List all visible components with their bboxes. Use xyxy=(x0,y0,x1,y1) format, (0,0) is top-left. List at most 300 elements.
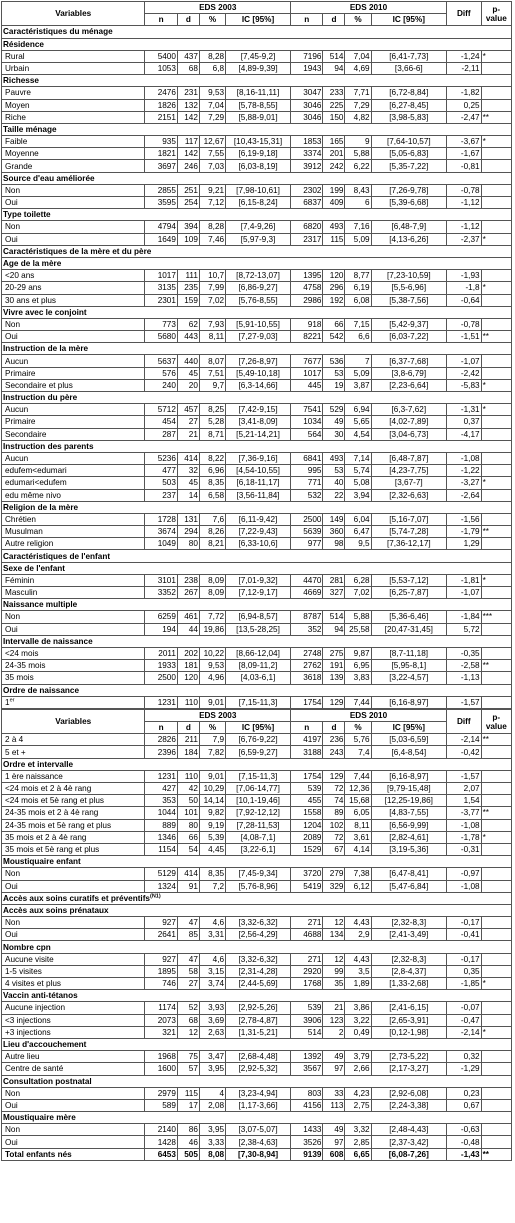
table-row xyxy=(2,1087,512,1099)
table-cell xyxy=(226,318,291,330)
table-cell xyxy=(226,965,291,977)
table-cell xyxy=(323,221,345,233)
table-cell xyxy=(291,1136,323,1148)
table-cell xyxy=(323,379,345,391)
cell-value: [7,36-9,16] xyxy=(238,454,278,464)
table-row xyxy=(2,355,512,367)
cell-value: 394 xyxy=(184,222,198,232)
cell-value: 7,04 xyxy=(353,51,370,61)
table-cell xyxy=(323,917,345,929)
table-cell xyxy=(177,587,199,599)
cell-value: 14 xyxy=(188,490,198,500)
table-cell xyxy=(345,734,371,746)
table-cell xyxy=(447,978,482,990)
cell-value: 8,11 xyxy=(354,820,370,830)
cell-value: 1943 xyxy=(303,64,322,74)
table-cell xyxy=(145,87,177,99)
cell-value: 281 xyxy=(329,575,344,585)
cell-value: Oui xyxy=(5,198,18,208)
table-cell xyxy=(291,331,323,343)
cell-value: -1,85 xyxy=(460,979,480,989)
cell-value: * xyxy=(482,283,486,293)
table-cell xyxy=(447,1026,482,1038)
cell-value: 6,65 xyxy=(353,1149,370,1159)
cell-value: [2,17-3,27] xyxy=(389,1064,429,1074)
variable-title xyxy=(2,684,512,696)
table-cell xyxy=(199,587,225,599)
cell-value: 47 xyxy=(188,918,198,928)
table-cell xyxy=(291,367,323,379)
table-cell xyxy=(2,1063,145,1075)
table-cell xyxy=(226,1124,291,1136)
table-cell xyxy=(345,379,371,391)
cell-value: [6,16-8,97] xyxy=(389,771,429,781)
table-row xyxy=(2,587,512,599)
table-cell xyxy=(291,623,323,635)
cell-value: 139 xyxy=(329,673,344,683)
table-cell xyxy=(291,965,323,977)
cell-value: 3,22 xyxy=(353,1015,370,1025)
table-cell xyxy=(481,696,511,708)
table-cell xyxy=(226,404,291,416)
table-cell xyxy=(371,379,446,391)
table-cell xyxy=(177,526,199,538)
table-cell xyxy=(177,184,199,196)
cell-value: [6,47-8,41] xyxy=(389,869,429,879)
cell-value: 4688 xyxy=(303,930,322,940)
variable-title xyxy=(2,635,512,647)
cell-value: [6,48-7,87] xyxy=(389,454,429,464)
table-cell xyxy=(481,611,511,623)
table-cell xyxy=(323,331,345,343)
table-cell xyxy=(2,795,145,807)
cell-value: 80 xyxy=(188,820,198,830)
table-cell xyxy=(145,978,177,990)
table-cell xyxy=(199,136,225,148)
cell-value: 7,71 xyxy=(353,88,370,98)
table-cell xyxy=(226,1087,291,1099)
cell-value: 0,49 xyxy=(353,1027,370,1037)
table-cell xyxy=(2,587,145,599)
table-cell xyxy=(177,770,199,782)
table-cell xyxy=(323,160,345,172)
cell-value: Masculin xyxy=(5,588,38,598)
table-cell xyxy=(323,1087,345,1099)
cell-value: edu même nivo xyxy=(5,490,61,500)
cell-value: 7677 xyxy=(303,356,322,366)
variable-title xyxy=(2,440,512,452)
table-cell xyxy=(199,197,225,209)
cell-value: 7541 xyxy=(303,405,322,415)
table-cell xyxy=(291,197,323,209)
cell-value: 3188 xyxy=(303,747,322,757)
variable-title xyxy=(2,1112,512,1124)
cell-value: 10,22 xyxy=(203,649,225,659)
table-cell xyxy=(291,831,323,843)
table-cell xyxy=(371,819,446,831)
cell-value: 477 xyxy=(162,466,176,476)
table-cell xyxy=(199,318,225,330)
cell-value: 235 xyxy=(184,283,198,293)
table-cell xyxy=(371,929,446,941)
cell-value: <24 mois et 2 à 4è rang xyxy=(5,784,92,794)
table-cell xyxy=(291,917,323,929)
table-cell xyxy=(323,1051,345,1063)
table-cell xyxy=(199,783,225,795)
table-cell xyxy=(2,318,145,330)
table-cell xyxy=(345,197,371,209)
cell-value: 1649 xyxy=(157,234,176,244)
header-eds-2010: EDS 2010 xyxy=(291,709,447,721)
cell-value: Chrétien xyxy=(5,514,36,524)
table-cell xyxy=(481,404,511,416)
table-cell xyxy=(177,136,199,148)
cell-value: 360 xyxy=(329,527,344,537)
cell-value: 89 xyxy=(334,808,344,818)
cell-value: -0,07 xyxy=(460,1003,480,1013)
cell-value: 493 xyxy=(329,222,344,232)
cell-value: 12,67 xyxy=(203,137,225,147)
cell-value: 115 xyxy=(184,1088,198,1098)
table-row xyxy=(2,1014,512,1026)
table-cell xyxy=(226,233,291,245)
cell-value: [7,64-10,57] xyxy=(386,137,431,147)
cell-value: [6,27-8,45] xyxy=(389,100,429,110)
table-cell xyxy=(447,831,482,843)
cell-value: 20-29 ans xyxy=(5,283,42,293)
cell-value: Féminin xyxy=(5,575,35,585)
total-row xyxy=(2,1148,512,1160)
header-eds-2003: EDS 2003 xyxy=(145,709,291,721)
table-row xyxy=(2,696,512,708)
cell-value: ** xyxy=(482,527,489,537)
cell-value: 4,82 xyxy=(353,112,370,122)
table-cell xyxy=(199,819,225,831)
table-cell xyxy=(345,404,371,416)
table-cell xyxy=(371,1002,446,1014)
cell-value: [5,53-7,12] xyxy=(389,575,429,585)
table-cell xyxy=(447,526,482,538)
results-table-part-1 xyxy=(1,1,512,709)
cell-value: 1895 xyxy=(157,966,176,976)
table-cell xyxy=(323,62,345,74)
table-row xyxy=(2,672,512,684)
cell-value: 25,58 xyxy=(349,624,370,634)
cell-value: [5,21-14,21] xyxy=(236,429,280,439)
cell-value: 97 xyxy=(334,1137,344,1147)
cell-value: 120 xyxy=(184,673,198,683)
cell-value: 1,89 xyxy=(353,979,370,989)
table-cell xyxy=(177,978,199,990)
table-cell xyxy=(323,978,345,990)
cell-value: 181 xyxy=(184,661,198,671)
cell-value: [3,32-6,32] xyxy=(238,918,278,928)
table-cell xyxy=(447,660,482,672)
cell-value: 8,28 xyxy=(208,51,225,61)
variable-header-row xyxy=(2,123,512,135)
table-cell xyxy=(2,197,145,209)
table-cell xyxy=(177,416,199,428)
table-cell xyxy=(199,233,225,245)
table-cell xyxy=(291,696,323,708)
table-cell xyxy=(226,294,291,306)
table-cell xyxy=(481,868,511,880)
table-cell xyxy=(2,1087,145,1099)
cell-value: [6,11-9,42] xyxy=(238,514,278,524)
table-cell xyxy=(177,746,199,758)
cell-value: 0,32 xyxy=(463,1052,480,1062)
table-cell xyxy=(447,819,482,831)
table-row xyxy=(2,538,512,550)
cell-value: [3,22-4,57] xyxy=(389,673,429,683)
cell-value: [2,92-5,26] xyxy=(238,1003,278,1013)
cell-value: 8787 xyxy=(303,612,322,622)
cell-value: 4,54 xyxy=(353,429,370,439)
table-cell xyxy=(447,587,482,599)
table-cell xyxy=(323,233,345,245)
table-row xyxy=(2,294,512,306)
cell-value: [2,44-5,69] xyxy=(238,979,278,989)
table-cell xyxy=(226,87,291,99)
header-variables: Variables xyxy=(2,709,145,733)
table-cell xyxy=(447,465,482,477)
cell-value: 54 xyxy=(188,845,198,855)
table-cell xyxy=(371,282,446,294)
table-cell xyxy=(291,379,323,391)
cell-value: [7,27-9,03] xyxy=(238,332,278,342)
table-cell xyxy=(447,489,482,501)
cell-value: 7,29 xyxy=(208,112,225,122)
table-cell xyxy=(447,1063,482,1075)
table-cell xyxy=(199,734,225,746)
table-cell xyxy=(145,770,177,782)
table-cell xyxy=(291,1124,323,1136)
table-cell xyxy=(177,197,199,209)
table-row xyxy=(2,807,512,819)
table-cell xyxy=(226,99,291,111)
table-cell xyxy=(177,62,199,74)
table-cell xyxy=(345,489,371,501)
cell-value: 2500 xyxy=(303,514,322,524)
cell-value: [5,76-8,96] xyxy=(238,881,278,891)
table-cell xyxy=(323,538,345,550)
table-cell xyxy=(291,868,323,880)
table-cell xyxy=(226,513,291,525)
table-cell xyxy=(145,868,177,880)
table-row xyxy=(2,404,512,416)
cell-value: [6,56-9,99] xyxy=(389,820,429,830)
cell-value: 1392 xyxy=(303,1052,322,1062)
table-cell xyxy=(226,660,291,672)
cell-value: 5,28 xyxy=(208,417,225,427)
table-cell xyxy=(345,795,371,807)
variable-title xyxy=(2,172,512,184)
cell-value: 14,14 xyxy=(203,796,225,806)
row-label: Ordre de naissance xyxy=(3,685,79,695)
table-cell xyxy=(481,538,511,550)
table-cell xyxy=(199,917,225,929)
footnote-marker: (N1) xyxy=(149,893,161,900)
table-cell xyxy=(291,355,323,367)
cell-value: 12 xyxy=(334,954,344,964)
cell-value: Aucun xyxy=(5,454,29,464)
table-cell xyxy=(345,647,371,659)
cell-value: 192 xyxy=(329,295,344,305)
cell-value: -2,37 xyxy=(460,234,480,244)
table-cell xyxy=(177,367,199,379)
cell-value: -0,42 xyxy=(460,747,480,757)
cell-value: -2,42 xyxy=(460,368,480,378)
table-cell xyxy=(481,647,511,659)
cell-value: [5,88-9,01] xyxy=(238,112,278,122)
table-cell xyxy=(345,331,371,343)
table-cell xyxy=(323,587,345,599)
cell-value: -1,31 xyxy=(460,405,480,415)
table-cell xyxy=(145,1051,177,1063)
table-row xyxy=(2,197,512,209)
table-cell xyxy=(145,660,177,672)
cell-value: [2,56-4,29] xyxy=(238,930,278,940)
table-cell xyxy=(199,270,225,282)
cell-value: 9,19 xyxy=(208,820,225,830)
cell-value: 7,2 xyxy=(212,881,225,891)
table-cell xyxy=(481,136,511,148)
table-cell xyxy=(371,831,446,843)
table-row xyxy=(2,452,512,464)
table-cell xyxy=(481,270,511,282)
table-cell xyxy=(199,672,225,684)
table-cell xyxy=(447,367,482,379)
cell-value: Urbain xyxy=(5,64,30,74)
variable-header-row xyxy=(2,1075,512,1087)
table-cell xyxy=(226,367,291,379)
table-cell xyxy=(226,843,291,855)
cell-value: 1395 xyxy=(303,271,322,281)
table-cell xyxy=(145,416,177,428)
cell-value: [7,23-10,59] xyxy=(386,271,431,281)
table-cell xyxy=(145,452,177,464)
cell-value: 1821 xyxy=(157,149,176,159)
cell-value: 6,95 xyxy=(353,661,370,671)
cell-value: 49 xyxy=(334,417,344,427)
cell-value: [4,23-7,75] xyxy=(389,466,429,476)
cell-value: 191 xyxy=(329,661,344,671)
cell-value: [10,43-15,31] xyxy=(233,137,283,147)
cell-value: 608 xyxy=(329,1149,344,1159)
cell-value: 505 xyxy=(184,1149,198,1159)
table-cell xyxy=(226,184,291,196)
cell-value: 12,36 xyxy=(349,784,370,794)
table-cell xyxy=(2,367,145,379)
table-row xyxy=(2,233,512,245)
cell-value: 6259 xyxy=(157,612,176,622)
cell-value: 254 xyxy=(184,198,198,208)
table-cell xyxy=(2,489,145,501)
cell-value: Non xyxy=(5,1125,21,1135)
table-row xyxy=(2,526,512,538)
cell-value: 1174 xyxy=(158,1003,176,1013)
cell-value: [4,54-10,55] xyxy=(236,466,280,476)
cell-value: [6,41-7,73] xyxy=(389,51,429,61)
cell-value: 3,31 xyxy=(208,930,225,940)
cell-value: 4 xyxy=(219,1088,225,1098)
table-cell xyxy=(371,880,446,892)
table-cell xyxy=(371,452,446,464)
table-cell xyxy=(177,1087,199,1099)
table-cell xyxy=(371,746,446,758)
table-cell xyxy=(291,318,323,330)
cell-value: [2,82-4,61] xyxy=(389,832,429,842)
cell-value: 271 xyxy=(307,918,322,928)
table-row xyxy=(2,770,512,782)
table-cell xyxy=(291,819,323,831)
table-cell xyxy=(177,50,199,62)
table-cell xyxy=(199,1051,225,1063)
table-cell xyxy=(2,62,145,74)
table-cell xyxy=(345,1148,371,1160)
cell-value: 35 xyxy=(334,979,344,989)
cell-value: 6 xyxy=(365,198,370,208)
cell-value: -3,67 xyxy=(460,137,480,147)
table-cell xyxy=(291,452,323,464)
table-cell xyxy=(177,452,199,464)
cell-value: -5,83 xyxy=(460,380,480,390)
cell-value: -1,57 xyxy=(460,697,480,707)
cell-value: [1,31-5,21] xyxy=(238,1027,278,1037)
table-cell xyxy=(447,623,482,635)
cell-value: -1,12 xyxy=(460,198,480,208)
row-label: Moustiquaire mère xyxy=(3,1113,76,1123)
table-row xyxy=(2,819,512,831)
cell-value: [6,3-14,66] xyxy=(238,380,278,390)
table-cell xyxy=(371,318,446,330)
table-cell xyxy=(291,929,323,941)
table-cell xyxy=(199,868,225,880)
table-cell xyxy=(199,807,225,819)
table-cell xyxy=(291,587,323,599)
table-cell xyxy=(145,221,177,233)
cell-value: 773 xyxy=(162,319,176,329)
cell-value: 102 xyxy=(329,820,344,830)
table-cell xyxy=(199,513,225,525)
table-row xyxy=(2,282,512,294)
table-cell xyxy=(2,1026,145,1038)
cell-value: 8,11 xyxy=(208,332,225,342)
cell-value: 1204 xyxy=(303,820,322,830)
table-cell xyxy=(291,489,323,501)
section-title xyxy=(2,26,512,38)
variable-title xyxy=(2,1075,512,1087)
cell-value: [7,26-8,97] xyxy=(238,356,278,366)
cell-value: [6,86-9,27] xyxy=(238,283,278,293)
cell-value: 2,9 xyxy=(358,930,370,940)
cell-value: * xyxy=(482,137,486,147)
table-row xyxy=(2,978,512,990)
table-cell xyxy=(371,696,446,708)
cell-value: [7,15-11,3] xyxy=(238,697,278,707)
variable-title xyxy=(2,856,512,868)
cell-value: 1049 xyxy=(157,539,176,549)
cell-value: 918 xyxy=(307,319,322,329)
cell-value: 5,65 xyxy=(353,417,370,427)
row-label: Instruction des parents xyxy=(3,441,94,451)
cell-value: [3,32-6,32] xyxy=(238,954,278,964)
table-row xyxy=(2,795,512,807)
table-cell xyxy=(481,99,511,111)
table-cell xyxy=(371,270,446,282)
table-cell xyxy=(199,87,225,99)
cell-value: -1,8 xyxy=(465,283,480,293)
